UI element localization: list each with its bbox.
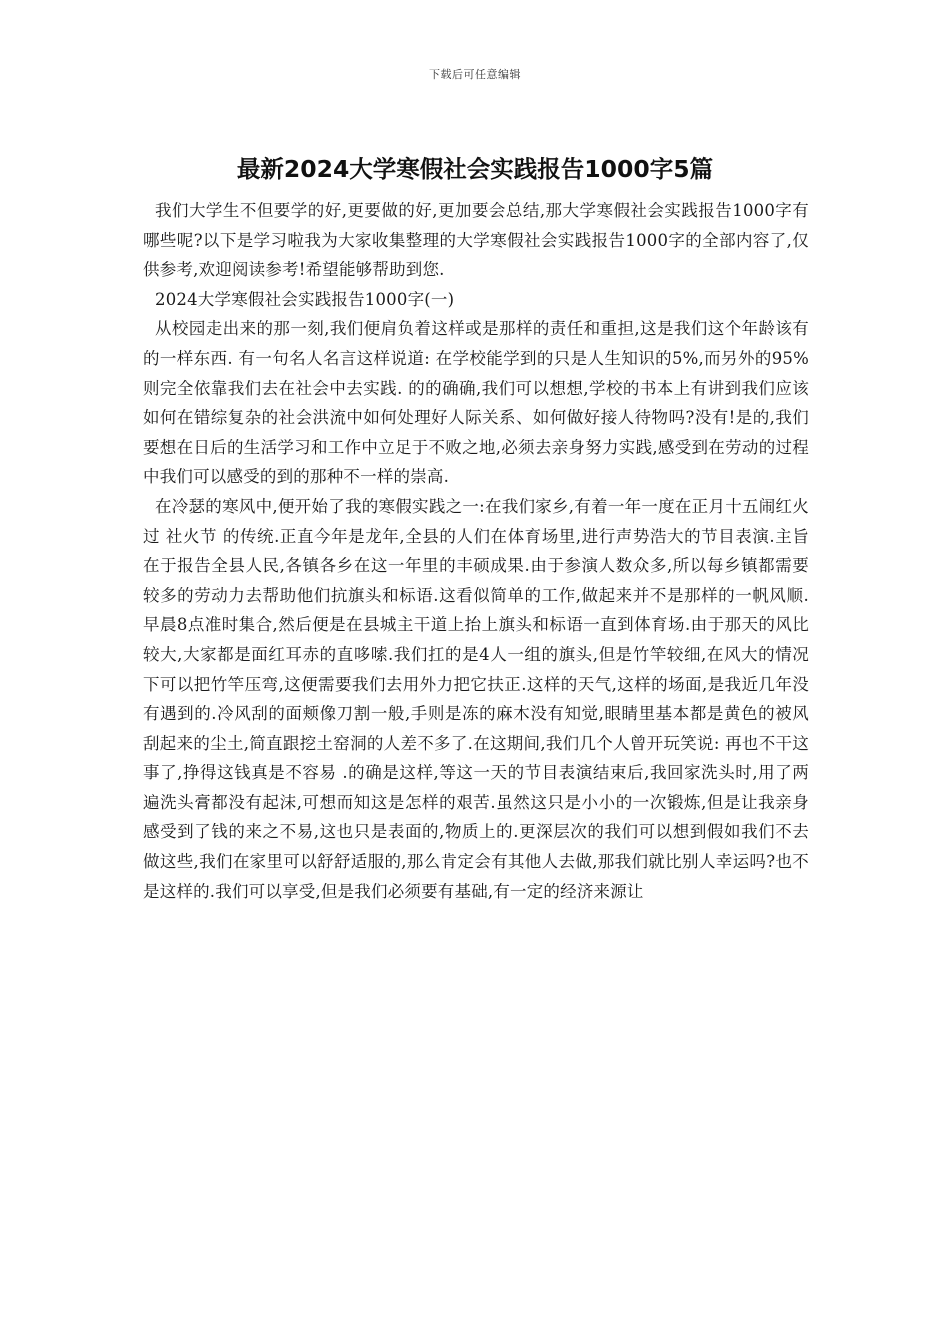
body-paragraph: 从校园走出来的那一刻,我们便肩负着这样或是那样的责任和重担,这是我们这个年龄该有的一样东西. 有一句名人名言这样说道: 在学校能学到的只是人生知识的5%,而另外的95%则完全依靠我们去在社会中去实践. 的的确确,我们可以想想,学校的书本上有讲到我们应该如何在错综复杂的社会洪流中如何处理好人际关系、如何做好接人待物吗?没有!是的,我们要想在日后的生活学习和工作中立足于不败之地,必须去亲身努力实践,感受到在劳动的过程中我们可以感受的到的那种不一样的崇高. [143, 319, 809, 487]
document-body [143, 196, 809, 906]
header-note: 下载后可任意编辑 [429, 68, 521, 81]
intro-paragraph: 我们大学生不但要学的好,更要做的好,更加要会总结,那大学寒假社会实践报告1000字有哪些呢?以下是学习啦我为大家收集整理的大学寒假社会实践报告1000字的全部内容了,仅供参考,欢迎阅读参考!希望能够帮助到您. [143, 201, 809, 280]
section-heading: 2024大学寒假社会实践报告1000字(一) [155, 289, 455, 309]
document-title: 最新2024大学寒假社会实践报告1000字5篇 [236, 155, 714, 183]
body-paragraph: 在冷瑟的寒风中,便开始了我的寒假实践之一:在我们家乡,有着一年一度在正月十五闹红火过 社火节 的传统.正直今年是龙年,全县的人们在体育场里,进行声势浩大的节目表演.主旨在于报告全县人民,各镇各乡在这一年里的丰硕成果.由于参演人数众多,所以每乡镇都需要较多的劳动力去帮助他们抗旗头和标语.这看似简单的工作,做起来并不是那样的一帆风顺.早晨8点准时集合,然后便是在县城主干道上抬上旗头和标语一直到体育场.由于那天的风比较大,大家都是面红耳赤的直哆嗦.我们扛的是4人一组的旗头,但是竹竿较细,在风大的情况下可以把竹竿压弯,这便需要我们去用外力把它扶正.这样的天气,这样的场面,是我近几年没有遇到的.冷风刮的面颊像刀割一般,手则是冻的麻木没有知觉,眼睛里基本都是黄色的被风刮起来的尘土,简直跟挖土窑洞的人差不多了.在这期间,我们几个人曾开玩笑说: 再也不干这事了,挣得这钱真是不容易 .的确是这样,等这一天的节目表演结束后,我回家洗头时,用了两遍洗头膏都没有起沫,可想而知这是怎样的艰苦.虽然这只是小小的一次锻炼,但是让我亲身感受到了钱的来之不易,这也只是表面的,物质上的.更深层次的我们可以想到假如我们不去做这些,我们在家里可以舒舒适服的,那么肯定会有其他人去做,那我们就比别人幸运吗?也不是这样的.我们可以享受,但是我们必须要有基础,有一定的经济来源让 [143, 496, 809, 901]
